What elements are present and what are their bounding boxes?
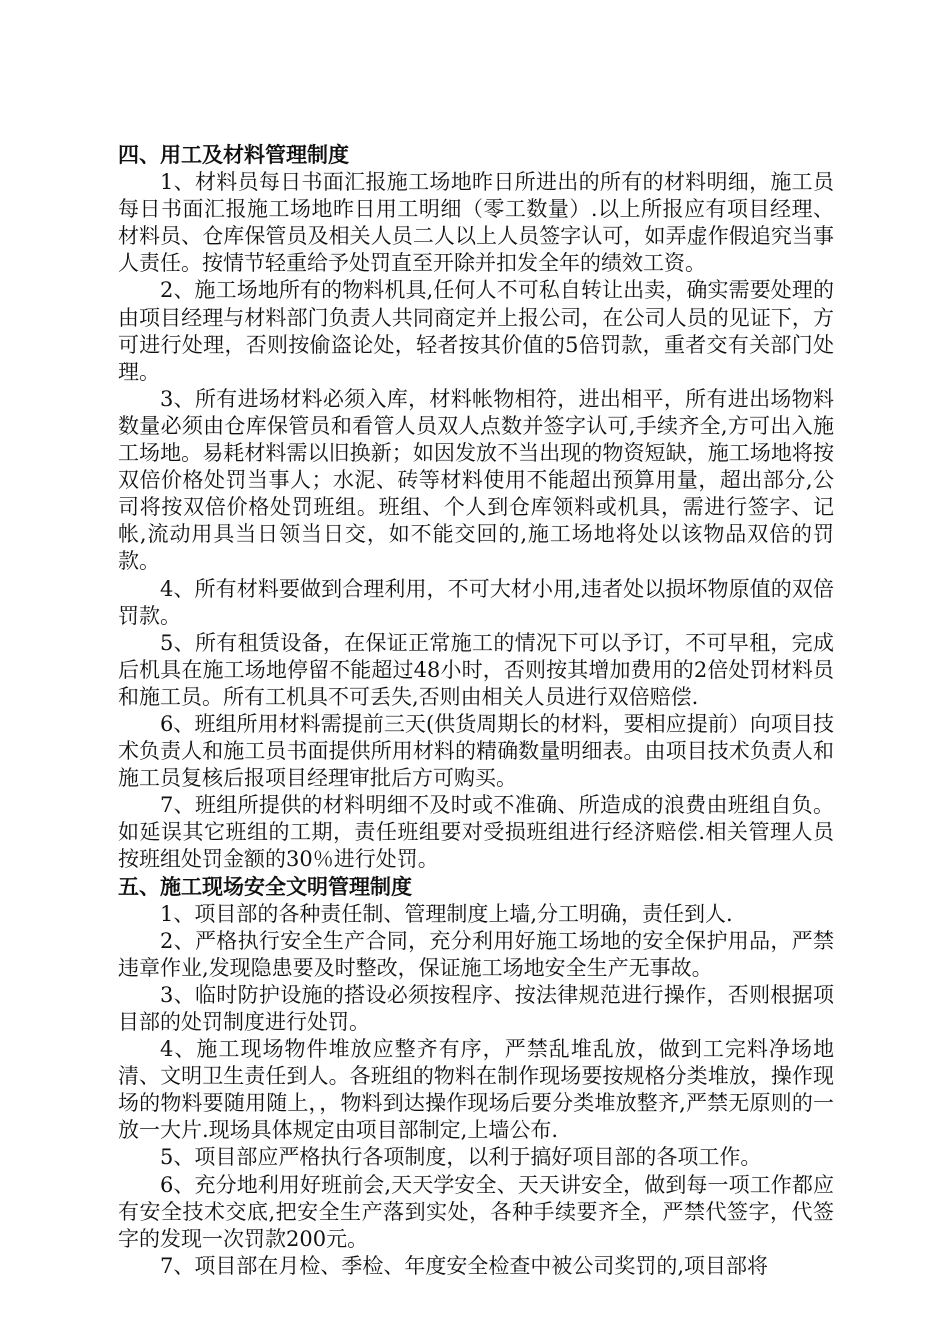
paragraph: 2、严格执行安全生产合同，充分利用好施工场地的安全保护用品，严禁违章作业,发现隐患要及时整改，保证施工场地安全生产无事故。 [118, 928, 834, 980]
paragraph: 5、项目部应严格执行各项制度，以利于搞好项目部的各项工作。 [160, 1145, 762, 1170]
section-materials [118, 142, 834, 874]
paragraph: 1、材料员每日书面汇报施工场地昨日所进出的所有的材料明细，施工员每日书面汇报施工场地昨日用工明细（零工数量）.以上所报应有项目经理、材料员、仓库保管员及相关人员二人以上人员签字认可，如弄虚作假追究当事人责任。按情节轻重给予处罚直至开除并扣发全年的绩效工资。 [118, 170, 834, 276]
section-heading: 五、施工现场安全文明管理制度 [118, 874, 412, 899]
document-page [118, 142, 834, 1280]
paragraph: 2、施工场地所有的物料机具,任何人不可私自转让出卖，确实需要处理的由项目经理与材料部门负责人共同商定并上报公司，在公司人员的见证下，方可进行处理，否则按偷盗论处，轻者按其价值的5倍罚款，重者交有关部门处理。 [118, 278, 834, 384]
paragraph: 7、项目部在月检、季检、年度安全检查中被公司奖罚的,项目部将 [160, 1253, 769, 1278]
paragraph: 5、所有租赁设备，在保证正常施工的情况下可以予订，不可早租，完成后机具在施工场地停留不能超过48小时，否则按其增加费用的2倍处罚材料员和施工员。所有工机具不可丢失,否则由相关人员进行双倍赔偿. [118, 630, 834, 709]
paragraph: 4、所有材料要做到合理利用，不可大材小用,违者处以损坏物原值的双倍罚款。 [118, 576, 834, 628]
paragraph: 6、班组所用材料需提前三天(供货周期长的材料，要相应提前）向项目技术负责人和施工员书面提供所用材料的精确数量明细表。由项目技术负责人和施工员复核后报项目经理审批后方可购买。 [118, 711, 834, 791]
paragraph: 1、项目部的各种责任制、管理制度上墙,分工明确，责任到人. [160, 901, 733, 926]
paragraph: 3、所有进场材料必须入库，材料帐物相符，进出相平，所有进出场物料数量必须由仓库保管员和看管人员双人点数并签字认可,手续齐全,方可出入施工场地。易耗材料需以旧换新；如因发放不当出现的物资短缺，施工场地将按双倍价格处罚当事人；水泥、砖等材料使用不能超出预算用量，超出部分,公司将按双倍价格处罚班组。班组、个人到仓库领料或机具，需进行签字、记帐,流动用具当日领当日交，如不能交回的,施工场地将处以该物品双倍的罚款。 [118, 386, 834, 574]
section-safety [118, 874, 834, 1280]
section-heading: 四、用工及材料管理制度 [118, 143, 349, 167]
paragraph: 6、充分地利用好班前会,天天学安全、天天讲安全，做到每一项工作都应有安全技术交底,把安全生产落到实处，各种手续要齐全，严禁代签字，代签字的发现一次罚款200元。 [118, 1172, 834, 1251]
paragraph: 3、临时防护设施的搭设必须按程序、按法律规范进行操作，否则根据项目部的处罚制度进行处罚。 [118, 982, 834, 1034]
paragraph: 4、施工现场物件堆放应整齐有序，严禁乱堆乱放，做到工完料净场地清、文明卫生责任到人。各班组的物料在制作现场要按规格分类堆放，操作现场的物料要随用随上，，物料到达操作现场后要分类堆放整齐,严禁无原则的一放一大片.现场具体规定由项目部制定,上墙公布. [118, 1037, 834, 1143]
paragraph: 7、班组所提供的材料明细不及时或不准确、所造成的浪费由班组自负。如延误其它班组的工期，责任班组要对受损班组进行经济赔偿.相关管理人员按班组处罚金额的30％进行处罚。 [118, 793, 834, 872]
